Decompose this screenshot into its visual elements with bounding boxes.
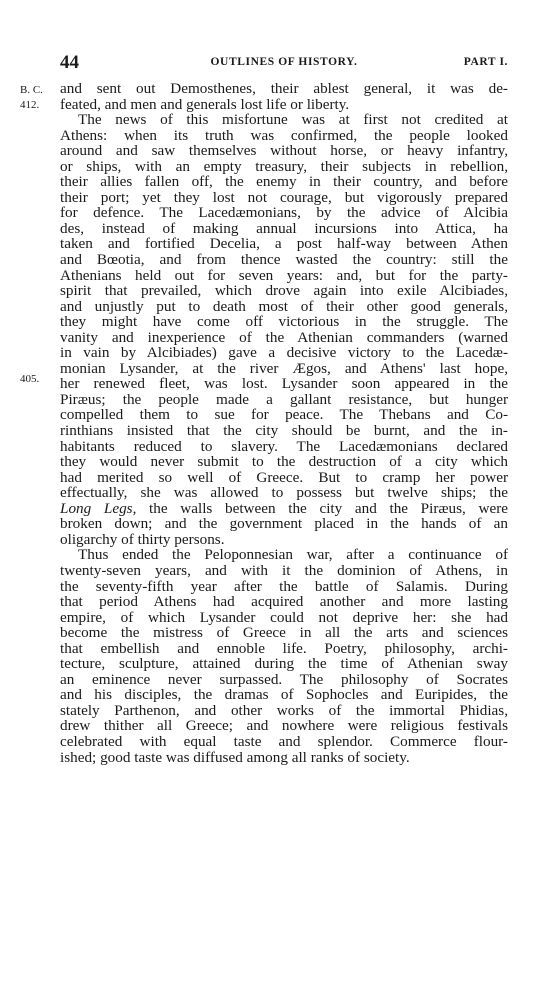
italic-phrase: Long Legs bbox=[60, 499, 133, 517]
text-line: or ships, with an empty treasury, their subjects in rebellion, bbox=[60, 157, 508, 175]
text-line: become the mistress of Greece in all the arts and sciences bbox=[60, 624, 508, 642]
text-line: empire, of which Lysander could not deprive her: she had bbox=[60, 608, 508, 626]
page-header bbox=[60, 52, 508, 76]
text-line: had merited so well of Greece. But to cramp her power bbox=[60, 468, 508, 486]
text-line: their port; yet they lost not courage, but vigorously prepared bbox=[60, 188, 508, 206]
text-line: their allies fallen off, the enemy in their country, and before bbox=[60, 173, 508, 191]
text-line: celebrated with equal taste and splendor. Commerce flour- bbox=[60, 732, 508, 750]
text-line: Thus ended the Peloponnesian war, after a continuance of bbox=[78, 546, 508, 564]
text-line: effectually, she was allowed to possess but twelve ships; the bbox=[60, 484, 508, 502]
part-label: PART I. bbox=[463, 56, 508, 68]
text-line: compelled them to sue for peace. The Thebans and Co- bbox=[60, 406, 508, 424]
text-line: rinthians insisted that the city should be burnt, and the in- bbox=[60, 422, 508, 440]
text-line: The news of this misfortune was at first not credited at bbox=[78, 111, 508, 129]
text-line-long-legs: Long Legs, the walls between the city and the Piræus, were bbox=[60, 499, 509, 517]
text-line: her renewed fleet, was lost. Lysander soon appeared in the bbox=[60, 375, 508, 393]
text-line: Athens: when its truth was confirmed, the people looked bbox=[60, 126, 508, 144]
body-text bbox=[60, 81, 508, 765]
text-line: spirit that prevailed, which drove again into exile Alcibiades, bbox=[60, 282, 508, 300]
page-number: 44 bbox=[60, 52, 79, 73]
text-line: and unjustly put to death most of their other good generals, bbox=[60, 297, 508, 315]
text-line: monian Lysander, at the river Ægos, and Athens' last hope, bbox=[60, 359, 508, 377]
text-line: an eminence never surpassed. The philosophy of Socrates bbox=[60, 670, 508, 688]
text-line: and sent out Demosthenes, their ablest general, it was de- bbox=[60, 80, 508, 97]
text-line: taken and fortified Decelia, a post half-way between Athen bbox=[60, 235, 508, 253]
margin-note-bc: B. C. bbox=[20, 84, 43, 96]
text-line: that period Athens had acquired another and more lasting bbox=[60, 593, 508, 611]
text-line: tecture, sculpture, attained during the time of Athenian sway bbox=[60, 655, 508, 673]
margin-note-year-405: 405. bbox=[20, 373, 40, 385]
text-line: twenty-seven years, and with it the dominion of Athens, in bbox=[60, 561, 508, 579]
text-line: broken down; and the government placed in the hands of an bbox=[60, 515, 508, 533]
text-line: oligarchy of thirty persons. bbox=[60, 530, 225, 548]
text-line: in vain by Alcibiades) gave a decisive victory to the Lacedæ- bbox=[60, 344, 508, 362]
text-line: they might have come off victorious in the struggle. The bbox=[60, 313, 508, 331]
text-line: around and saw themselves without horse, or heavy infantry, bbox=[60, 142, 508, 160]
text-line: and Bœotia, and from thence wasted the country: still the bbox=[60, 251, 508, 269]
margin-note-year-412: 412. bbox=[20, 99, 40, 111]
text-line: stately Parthenon, and other works of the immortal Phidias, bbox=[60, 701, 508, 719]
text-line: ished; good taste was diffused among all ranks of society. bbox=[60, 748, 410, 766]
text-line: Athenians held out for seven years: and, but for the party- bbox=[60, 266, 508, 284]
paragraph-1 bbox=[60, 81, 508, 112]
text-line: feated, and men and generals lost life or liberty. bbox=[60, 95, 350, 113]
text-line: vanity and inexperience of the Athenian commanders (warned bbox=[60, 328, 508, 346]
text-line: that embellish and ennoble life. Poetry, philosophy, archi- bbox=[60, 639, 508, 657]
text-line: and his disciples, the dramas of Sophocles and Euripides, the bbox=[60, 686, 508, 704]
text-line: des, instead of making annual incursions into Attica, ha bbox=[60, 219, 508, 237]
text-line: for defence. The Lacedæmonians, by the advice of Alcibia bbox=[60, 204, 508, 222]
text-line: habitants reduced to slavery. The Lacedæmonians declared bbox=[60, 437, 508, 455]
paragraph-2 bbox=[60, 112, 508, 547]
running-title: OUTLINES OF HISTORY. bbox=[210, 56, 358, 68]
text-line: the seventy-fifth year after the battle of Salamis. During bbox=[60, 577, 508, 595]
text-line: Piræus; the people made a gallant resistance, but hunger bbox=[60, 390, 508, 408]
text-line: they would never submit to the destruction of a city which bbox=[60, 453, 508, 471]
paragraph-3 bbox=[60, 547, 508, 765]
text-line: drew thither all Greece; and nowhere were religious festivals bbox=[60, 717, 508, 735]
